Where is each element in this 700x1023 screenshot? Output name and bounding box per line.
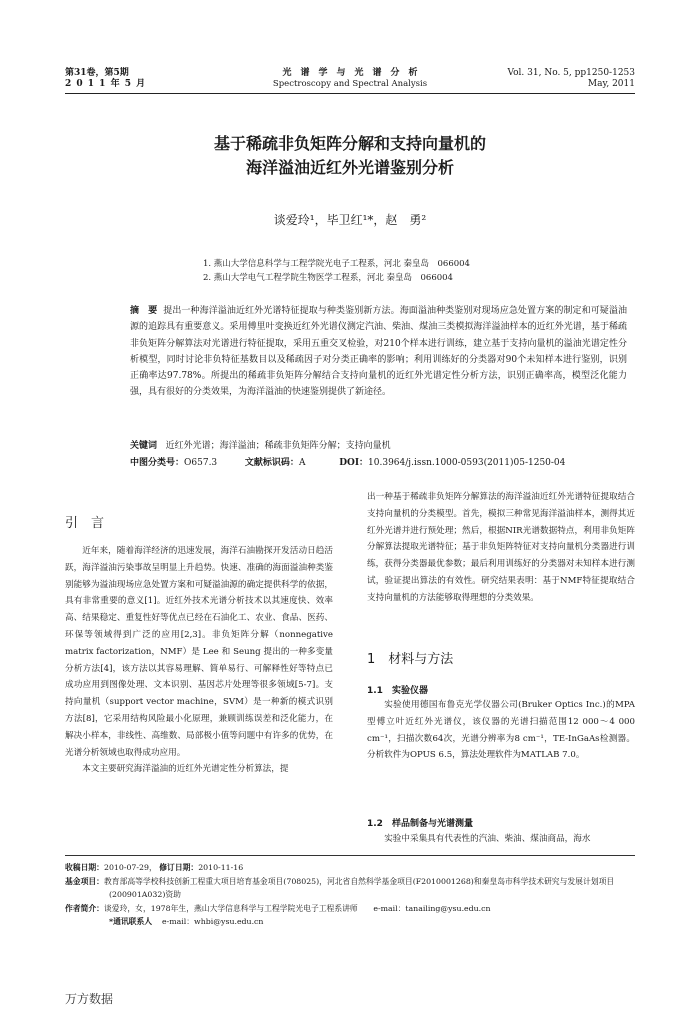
corresponding-author: *通讯联系人 e-mail：whbi@ysu.edu.cn	[109, 917, 264, 926]
footnotes	[65, 861, 635, 929]
header-rule	[65, 93, 635, 94]
affiliation-1: 1. 燕山大学信息科学与工程学院光电子工程系，河北 秦皇岛 066004	[203, 259, 470, 269]
subsection-1-1-heading: 1.1 实验仪器	[367, 686, 428, 696]
author-bio: 作者简介：谈爱玲，女，1978年生，燕山大学信息科学与工程学院光电子工程系讲师 e-mail：tanailing@ysu.edu.cn	[65, 903, 491, 913]
subsection-1-2-heading: 1.2 样品制备与光谱测量	[367, 819, 473, 829]
wanfang-watermark: 万方数据	[65, 992, 114, 1006]
affiliations	[203, 257, 470, 285]
footnote-rule	[65, 855, 635, 856]
affiliation-2: 2. 燕山大学电气工程学院生物医学工程系，河北 秦皇岛 066004	[203, 273, 453, 283]
intro-body-left	[65, 543, 333, 778]
intro-body-right	[367, 489, 635, 607]
abstract	[130, 303, 627, 401]
journal-volume: 第31卷，第5期 2 0 1 1 年 5 月	[65, 68, 147, 89]
abstract-text: 提出一种海洋溢油近红外光谱特征提取与种类鉴别新方法。海面溢油种类鉴别对现场应急处置方案的制定和可疑溢油源的追踪具有重要意义。采用傅里叶变换近红外光谱仪测定汽油、柴油、煤油三类模拟海洋溢油样本的近红外光谱，基于稀疏非负矩阵分解算法对光谱进行特征提取，采用五重交叉检验，对210个样本进行训练，建立基于支持向量机的溢油光谱定性分析模型，同时讨论非负特征基数目以及稀疏因子对分类正确率的影响；利用训练好的分类器对90个未知样本进行鉴别，识别正确率达97.78%。所提出的稀疏非负矩阵分解结合支持向量机的近红外光谱定性分析方法，识别正确率高，模型泛化能力强，具有很好的分类效果，为海洋溢油的快速鉴别提供了新途径。	[130, 306, 627, 398]
authors: 谈爱玲¹，毕卫红¹*，赵 勇²	[273, 213, 427, 227]
classification-line: 中图分类号：O657.3 文献标识码：A DOI：10.3964/j.issn.1000-0593(2011)05-1250-04	[130, 458, 566, 468]
received-dates: 收稿日期：2010-07-29， 修订日期：2010-11-16	[65, 863, 244, 872]
subsection-1-1-body: 实验使用德国布鲁克光学仪器公司(Bruker Optics Inc.)的MPA型傅立叶近红外光谱仪，该仪器的光谱扫描范围12 000～4 000 cm⁻¹，扫描次数64次，光谱分辨率为8 cm⁻¹，TE-InGaAs检测器。分析软件为OPUS 6.5，算法处理软件为MATLAB 7.0。	[367, 700, 635, 761]
intro-paragraph-continued: 出一种基于稀疏非负矩阵分解算法的海洋溢油近红外光谱特征提取结合支持向量机的分类模型。首先，模拟三种常见海洋溢油样本，测得其近红外光谱并进行预处理；然后，根据NIR光谱数据特点，利用非负矩阵分解算法提取光谱特征；基于非负矩阵特征对支持向量机分类器进行训练，获得分类器最优参数；最后利用训练好的分类器对未知样本进行测试，验证提出算法的有效性。研究结果表明：基于NMF特征提取结合支持向量机的方法能够取得理想的分类效果。	[367, 492, 635, 603]
funding: 基金项目：教育部高等学校科技创新工程重大项目培育基金项目(708025)，河北省自然科学基金项目(F2010001268)和秦皇岛市科学技术研究与发展计划项目(200901A032)资助	[65, 876, 615, 899]
journal-name: 光 谱 学 与 光 谱 分 析 Spectroscopy and Spectral Analysis	[272, 68, 428, 89]
keywords: 关键词 近红外光谱；海洋溢油；稀疏非负矩阵分解；支持向量机	[130, 441, 391, 451]
paper-title: 基于稀疏非负矩阵分解和支持向量机的 海洋溢油近红外光谱鉴别分析	[213, 134, 486, 177]
journal-pages: Vol. 31, No. 5, pp1250-1253 May, 2011	[507, 68, 635, 89]
intro-paragraph-2: 本文主要研究海洋溢油的近红外光谱定性分析算法，提	[82, 764, 289, 775]
abstract-label: 摘 要	[130, 306, 158, 316]
section-1-heading: 1 材料与方法	[367, 652, 454, 667]
intro-heading: 引 言	[65, 516, 105, 531]
subsection-1-2-body: 实验中采集具有代表性的汽油、柴油、煤油商品，海水	[384, 834, 591, 844]
intro-paragraph-1: 近年来，随着海洋经济的迅速发展，海洋石油勘探开发活动日趋活跃，海洋溢油污染事故呈明显上升趋势。快速、准确的海面溢油种类鉴别能够为溢油现场应急处置方案和可疑溢油源的确定提供科学的依据，具有非常重要的意义[1]。近红外技术光谱分析技术以其速度快、效率高、结果稳定、重复性好等优点已经在石油化工、农业、食品、医药、环保等领域得到广泛的应用[2,3]。非负矩阵分解（nonnegative matrix factorization，NMF）是 Lee 和 Seung 提出的一种多变量分析方法[4]，该方法以其容易理解、简单易行、可解释性好等特点已成功应用到图像处理、文本识别、基因芯片处理等很多领域[5-7]。支持向量机（support vector machine，SVM）是一种新的模式识别方法[8]，它采用结构风险最小化原理，兼顾训练误差和泛化能力，在解决小样本，非线性、高维数、局部极小值等问题中有许多的优势，在光谱分析领域也取得成功应用。	[65, 546, 333, 758]
